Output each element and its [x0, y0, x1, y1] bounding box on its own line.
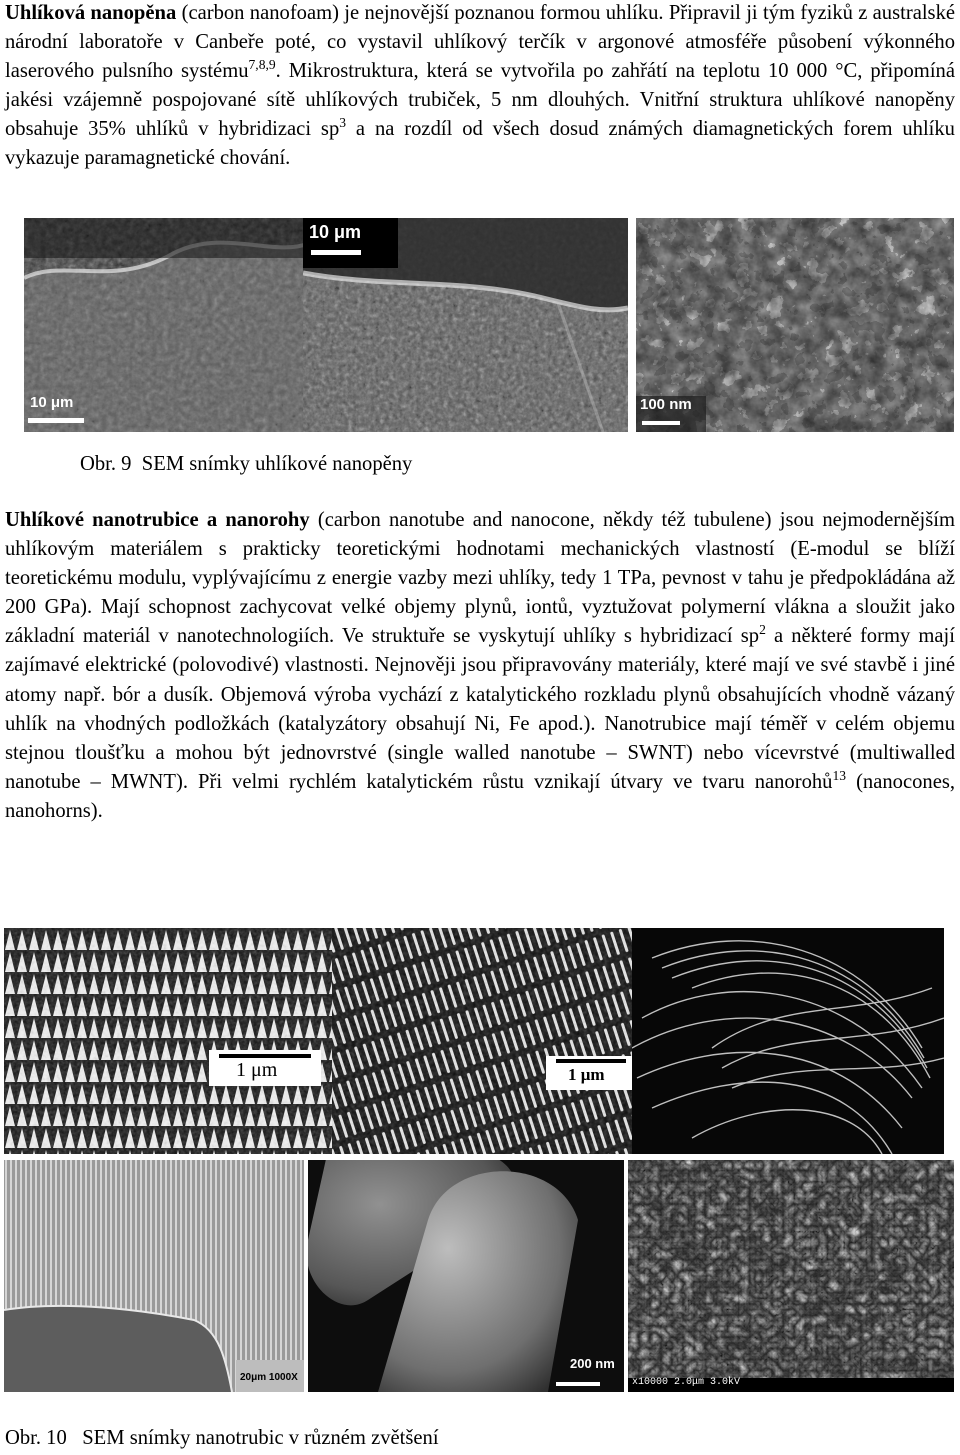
- sem-image-nanotubes-6: [628, 1160, 954, 1392]
- superscript: 2: [759, 622, 766, 638]
- figure-10-caption: Obr. 10 SEM snímky nanotrubic v různém zvětšení: [5, 1427, 439, 1449]
- paragraph-carbon-nanofoam: [5, 0, 955, 174]
- paragraph-carbon-nanotubes: [5, 506, 955, 826]
- sem-image-nanotubes-2: [332, 928, 632, 1154]
- scale-bar-label: 1 μm: [568, 1065, 605, 1084]
- scale-bar-label: 100 nm: [640, 396, 692, 413]
- figure-9-caption: Obr. 9 SEM snímky uhlíkové nanopěny: [80, 453, 413, 475]
- paragraph-text: . Mikrostruktura, která se vytvořila po zahřátí na teplotu 10 000 °C, připomíná jakési vzájemně pospojované sítě uhlíkových trubiček, 5 nm dlouhých. Vnitřní struktura uhlíkové nanopěny obsahuje 35% uhlíků v hybridizaci sp: [5, 60, 955, 141]
- term-carbon-nanotubes: Uhlíkové nanotrubice a nanorohy: [5, 509, 310, 531]
- scale-bar-label: x10000 2.0μm 3.0kV: [632, 1377, 741, 1388]
- paragraph-text: (carbon nanotube and nanocone, někdy též tubulene) jsou nejmodernějším uhlíkovým materiálem s prakticky teoretickými hodnotami mechanických vlastností (E-modul se blíží teoretickému modulu, vyplývajícímu z energie vazby mezi uhlíky, tedy 1 TPa, pevnost v tahu je předpokládána až 200 GPa). Mají schopnost zachycovat velké objemy plynů, iontů, vyztužovat polymerní vlákna a sloužit jako základní materiál v nanotechnologiích. Ve struktuře se vyskytují uhlíky s hybridizací sp: [5, 509, 955, 648]
- sem-image-nanofoam-1: [24, 218, 310, 432]
- paragraph-text: (carbon nanofoam) je nejnovější poznanou formou uhlíku. Připravil ji tým fyziků z australské národní laboratoře v Canbeře poté, co vystavil uhlíkový terčík v argonové atmosféře působení výkonného laserového pulsního systému: [5, 2, 956, 83]
- superscript: 3: [339, 115, 347, 131]
- citation-ref: 13: [832, 767, 847, 783]
- scale-bar-label: 200 nm: [570, 1356, 615, 1371]
- scale-bar-label: 10 μm: [30, 394, 74, 411]
- scale-bar-label: 1 μm: [236, 1059, 278, 1081]
- citation-ref: 7,8,9: [248, 57, 276, 73]
- sem-image-nanotubes-4: [4, 1160, 304, 1392]
- term-carbon-nanofoam: Uhlíková nanopěna: [5, 2, 177, 24]
- sem-image-nanofoam-3: [636, 218, 954, 432]
- sem-image-nanotubes-1: [4, 928, 332, 1154]
- paragraph-text: a na rozdíl od všech dosud známých diamagnetických forem uhlíku vykazuje paramagnetické chování.: [5, 118, 955, 170]
- paragraph-text: (nanocones, nanohorns).: [5, 770, 955, 822]
- sem-image-nanotubes-3: [632, 928, 944, 1154]
- scale-bar-label: 20μm 1000X: [240, 1372, 298, 1383]
- sem-image-nanotubes-5: [308, 1160, 624, 1392]
- sem-image-nanofoam-2: [303, 218, 628, 432]
- paragraph-text: a některé formy mají zajímavé elektrické (polovodivé) vlastnosti. Nejnověji jsou připravovány materiály, které mají ve své stavbě i jiné atomy např. bór a dusík. Objemová výroba vychází z katalytického rozkladu plynů obsahujících vhodně vázaný uhlík na vhodných podložkách (katalyzátory obsahují Ni, Fe apod.). Nanotrubice mají téměř v celém objemu stejnou tloušťku a mohou být jednovrstvé (single walled nanotube – SWNT) nebo vícevrstvé (multiwalled nanotube – MWNT). Při velmi rychlém katalytickém růstu vznikají útvary ve tvaru nanorohů: [5, 625, 955, 793]
- scale-bar-label: 10 μm: [309, 222, 362, 242]
